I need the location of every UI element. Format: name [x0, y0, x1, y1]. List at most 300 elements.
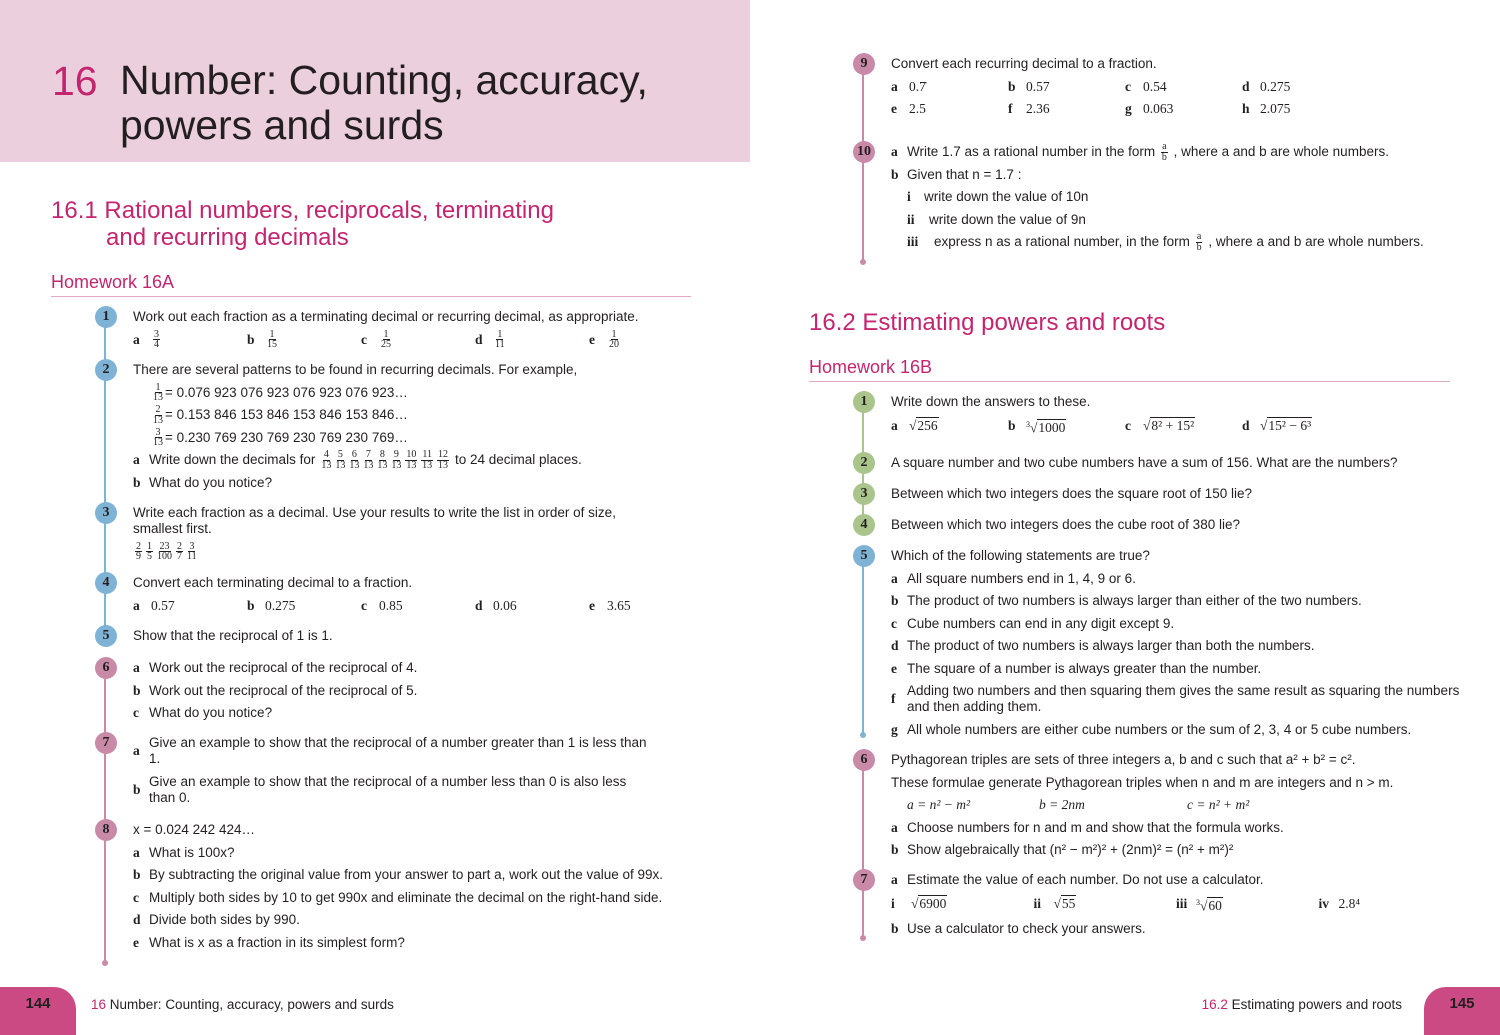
question-row: [891, 394, 1461, 410]
question-row: [133, 628, 703, 644]
part-value: 2.5: [909, 101, 926, 116]
chapter-title: Number: Counting, accuracy, powers and surds: [120, 57, 648, 148]
part-label: b: [891, 593, 899, 608]
question-row: [891, 593, 1461, 609]
question-row: [891, 141, 1461, 163]
radical-sign-icon: √: [1260, 418, 1268, 434]
question-number-badge: 7: [853, 869, 875, 891]
question-number-badge: 4: [853, 514, 875, 536]
question-text: The square of a number is always greater than the number.: [907, 660, 1262, 676]
numerator: 3: [155, 426, 161, 438]
radical-expression: [909, 418, 939, 434]
numerator: 1: [611, 328, 617, 340]
question-text: By subtracting the original value from your answer to part a, work out the value of 99x.: [149, 867, 664, 882]
question-7: [102, 735, 653, 812]
question-1: [860, 394, 1461, 443]
question-text: Estimate the value of each number. Do not use a calculator.: [907, 872, 1264, 887]
question-text: Convert each terminating decimal to a fraction.: [133, 575, 413, 590]
question-number-badge: 7: [95, 732, 117, 754]
radical-expression: [1026, 417, 1066, 437]
question-5: [102, 628, 703, 651]
question-number-badge: 1: [95, 306, 117, 328]
question-row: [891, 101, 1461, 117]
part-label: iv: [1318, 896, 1330, 912]
fraction: [363, 450, 373, 470]
question-row: [891, 820, 1461, 836]
question-text: Work out the reciprocal of the reciprocal of 4.: [149, 660, 418, 675]
part-label: b: [891, 920, 899, 936]
homework-16b-heading: Homework 16B: [809, 357, 1450, 382]
denominator: 4: [154, 339, 159, 350]
part-label: iii: [1176, 896, 1188, 912]
question-number-badge: 9: [853, 53, 875, 75]
part-label: c: [361, 597, 367, 613]
question-row: [133, 381, 703, 403]
fraction: [153, 428, 163, 448]
question-text: Write each fraction as a decimal. Use your results to write the list in order of size, smallest first.: [133, 505, 616, 536]
part-cell: [891, 896, 1034, 912]
fraction: [1161, 142, 1167, 162]
denominator: 13: [335, 459, 346, 471]
part-cell: [1008, 79, 1125, 95]
radical-sign-icon: √: [1200, 898, 1208, 913]
denominator: 13: [422, 459, 433, 471]
question-row: [891, 79, 1461, 95]
part-label: e: [891, 101, 897, 116]
question-text: All square numbers end in 1, 4, 9 or 6.: [907, 570, 1136, 586]
fraction: [135, 542, 142, 562]
fraction: [381, 330, 391, 350]
numerator: 8: [379, 449, 385, 460]
question-row: [133, 404, 703, 426]
part-label: b: [133, 781, 141, 797]
denominator: 13: [349, 459, 360, 471]
part-cell: [475, 328, 589, 350]
denominator: 7: [177, 551, 182, 562]
subpart-label: iii: [907, 234, 919, 249]
part-label: d: [1242, 78, 1250, 94]
question-row: [133, 598, 703, 614]
question-row: [133, 935, 703, 951]
section-16-1-heading: [51, 197, 554, 251]
fraction: [335, 450, 345, 470]
numerator: 10: [406, 449, 417, 460]
numerator: 2: [155, 404, 161, 415]
question-row: [133, 426, 703, 448]
radicand: 1000: [1038, 420, 1066, 435]
question-row: [891, 571, 1461, 587]
question-row: [133, 735, 653, 767]
question-row: [133, 540, 663, 562]
part-cell: [1242, 418, 1359, 434]
numerator: 1: [147, 540, 152, 552]
question-number-badge: 5: [853, 545, 875, 567]
radicand: 8² + 15²: [1151, 418, 1195, 434]
numerator: 5: [337, 449, 343, 460]
question-8: [102, 822, 703, 957]
denominator: 9: [136, 551, 141, 562]
fraction: [153, 383, 163, 403]
numerator: a: [1162, 141, 1167, 152]
root-index: 3: [1026, 419, 1030, 429]
question-row: [133, 575, 703, 591]
question-3: [860, 486, 1461, 509]
question-row: [891, 638, 1461, 654]
question-connector-line: [862, 759, 864, 938]
question-5: [860, 548, 1461, 744]
radical-expression: [1054, 896, 1077, 912]
question-text: Show algebraically that (n² − m²)² + (2nm)² = (n² + m²)²: [907, 842, 1234, 857]
question-text: Between which two integers does the square root of 150 lie?: [891, 486, 1252, 501]
question-text: Given that n = 1.7 :: [907, 166, 1022, 182]
radical-sign-icon: √: [1053, 896, 1061, 912]
numerator: 1: [497, 328, 503, 340]
part-cell: [1008, 417, 1125, 437]
radicand: 256: [917, 418, 938, 434]
part-value: 0.063: [1143, 101, 1174, 116]
part-cell: [589, 598, 703, 614]
fraction: [321, 450, 331, 470]
part-label: b: [891, 166, 899, 182]
part-value: 3.65: [607, 597, 631, 613]
question-6: [860, 752, 1461, 865]
formula: b = 2nm: [1039, 797, 1085, 812]
question-text: Which of the following statements are true?: [891, 548, 1150, 563]
part-label: d: [133, 912, 141, 927]
part-label: d: [1242, 418, 1250, 434]
footer-section-title: [1202, 997, 1402, 1012]
connector-end-dot: [860, 935, 866, 941]
fraction: [176, 542, 183, 562]
numerator: 9: [393, 449, 399, 460]
section-16-2-heading: [809, 309, 1165, 336]
question-text: Write 1.7 as a rational number in the form: [907, 144, 1156, 159]
fraction: [153, 330, 160, 350]
part-cell: [891, 79, 1008, 95]
denominator: 15: [267, 339, 277, 350]
part-cell: [1319, 896, 1462, 912]
radical-expression: [1196, 895, 1223, 915]
part-label: i: [891, 896, 895, 912]
part-label: a: [891, 570, 898, 586]
part-label: h: [1242, 101, 1250, 116]
question-3: [102, 505, 663, 566]
fraction: [157, 542, 172, 562]
part-label: e: [891, 660, 897, 676]
question-4: [102, 575, 703, 620]
question-row: [133, 683, 703, 699]
question-number-badge: 10: [853, 141, 875, 163]
fraction: [391, 450, 401, 470]
numerator: a: [1196, 231, 1202, 242]
question-number-badge: 2: [853, 452, 875, 474]
footer-section-number: 16.2: [1201, 997, 1228, 1012]
denominator: 13: [153, 392, 163, 403]
part-cell: [1125, 101, 1242, 117]
denominator: 13: [321, 459, 332, 471]
part-cell: [1242, 101, 1359, 117]
question-row: [891, 486, 1461, 502]
numerator: 12: [437, 449, 448, 460]
question-text: to 24 decimal places.: [454, 452, 582, 467]
part-label: b: [133, 474, 141, 490]
part-label: f: [1008, 101, 1013, 116]
part-label: a: [133, 660, 140, 675]
question-text: The product of two numbers is always larger than either of the two numbers.: [907, 593, 1362, 608]
question-text: Choose numbers for n and m and show that the formula works.: [907, 819, 1284, 835]
fraction: [377, 450, 387, 470]
section-title: Estimating powers and roots: [862, 309, 1166, 336]
question-text: Multiply both sides by 10 to get 990x and eliminate the decimal on the right-hand side.: [149, 889, 663, 905]
question-text: write down the value of 10n: [924, 189, 1089, 204]
question-2: [102, 362, 703, 497]
part-label: b: [1008, 78, 1016, 94]
denominator: 11: [495, 339, 505, 350]
part-value: 0.57: [1026, 78, 1050, 94]
question-row: [891, 455, 1461, 471]
part-label: a: [133, 844, 140, 860]
part-label: c: [361, 331, 367, 347]
footer-chapter-title: [91, 997, 394, 1012]
question-row: [891, 189, 1461, 205]
question-text: All whole numbers are either cube numbers or the sum of 2, 3, 4 or 5 cube numbers.: [907, 721, 1412, 737]
radical-sign-icon: √: [911, 896, 919, 912]
part-cell: [247, 598, 361, 614]
denominator: 13: [406, 459, 417, 471]
section-title-line2: and recurring decimals: [106, 224, 349, 251]
question-connector-line: [862, 555, 864, 735]
part-cell: [247, 328, 361, 350]
question-row: [133, 660, 703, 676]
part-value: 0.54: [1143, 78, 1167, 94]
part-cell: [1242, 79, 1359, 95]
part-label: a: [891, 418, 898, 434]
part-label: b: [133, 867, 141, 882]
question-row: [891, 517, 1461, 533]
part-label: b: [133, 682, 141, 698]
question-10: [857, 141, 1461, 257]
question-row: [891, 231, 1461, 253]
question-row: [891, 775, 1461, 791]
page-number-right: 145: [1424, 987, 1500, 1035]
radical-sign-icon: √: [1030, 420, 1038, 435]
radicand: 60: [1208, 898, 1222, 913]
question-row: [133, 475, 703, 491]
question-row: [133, 912, 703, 928]
part-label: a: [133, 331, 140, 347]
part-value: 0.85: [379, 597, 403, 613]
part-cell: [1034, 896, 1177, 912]
question-row: [891, 842, 1461, 858]
part-label: ii: [1033, 896, 1042, 912]
question-number-badge: 2: [95, 359, 117, 381]
question-row: [133, 449, 703, 471]
question-number-badge: 5: [95, 625, 117, 647]
connector-end-dot: [860, 259, 866, 265]
part-label: c: [1125, 78, 1131, 94]
question-text: A square number and two cube numbers have a sum of 156. What are the numbers?: [891, 455, 1398, 470]
fraction: [405, 450, 417, 470]
section-number: 16.2: [809, 309, 856, 336]
footer-title: Number: Counting, accuracy, powers and surds: [109, 997, 394, 1012]
question-text: Work out each fraction as a terminating decimal or recurring decimal, as appropriate.: [133, 309, 639, 324]
part-label: f: [891, 691, 896, 706]
part-label: d: [475, 331, 483, 347]
radical-expression: [1143, 418, 1195, 434]
numerator: 2: [136, 540, 141, 552]
fraction: [495, 330, 505, 350]
question-text: What is x as a fraction in its simplest form?: [149, 934, 405, 950]
question-row: [133, 774, 653, 806]
question-7: [860, 872, 1461, 943]
question-row: [133, 845, 703, 861]
part-label: a: [133, 452, 140, 467]
question-number-badge: 6: [95, 657, 117, 679]
part-label: c: [891, 615, 897, 631]
denominator: 13: [377, 459, 388, 471]
denominator: 5: [147, 551, 152, 562]
fraction: [187, 542, 197, 562]
question-text: Give an example to show that the reciprocal of a number greater than 1 is less than 1.: [149, 735, 647, 766]
part-value: 0.06: [493, 597, 517, 613]
question-text: Show that the reciprocal of 1 is 1.: [133, 628, 333, 643]
question-text: Write down the decimals for: [149, 452, 316, 467]
part-label: a: [891, 819, 898, 835]
question-text: Work out the reciprocal of the reciprocal of 5.: [149, 682, 418, 698]
numerator: 1: [269, 328, 275, 340]
question-text: Divide both sides by 990.: [149, 912, 300, 927]
question-text: What is 100x?: [149, 844, 235, 860]
question-text: Pythagorean triples are sets of three integers a, b and c such that a² + b² = c².: [891, 752, 1356, 767]
question-row: [133, 328, 703, 350]
part-label: g: [1125, 101, 1132, 116]
fraction: [1196, 232, 1202, 252]
question-row: [891, 212, 1461, 228]
question-row: [133, 362, 703, 378]
part-cell: [475, 598, 589, 614]
section-title: Rational numbers, reciprocals, terminating: [104, 197, 554, 224]
question-2: [860, 455, 1461, 478]
question-row: [133, 890, 703, 906]
question-text: Adding two numbers and then squaring them gives the same result as squaring the numbers and then adding them.: [907, 683, 1460, 714]
question-text: Write down the answers to these.: [891, 394, 1091, 409]
question-row: [133, 822, 703, 838]
part-label: c: [133, 889, 139, 905]
denominator: b: [1196, 241, 1202, 253]
question-text: What do you notice?: [149, 474, 273, 490]
part-label: e: [589, 331, 595, 347]
footer-title: Estimating powers and roots: [1231, 997, 1402, 1012]
numerator: 23: [159, 540, 170, 552]
denominator: 13: [391, 459, 402, 471]
fraction: [146, 542, 153, 562]
question-text: The product of two numbers is always larger than both the numbers.: [907, 638, 1315, 653]
part-label: e: [133, 934, 139, 950]
radicand: 55: [1061, 896, 1076, 912]
denominator: 100: [157, 551, 172, 562]
fraction: [153, 405, 163, 425]
question-text: = 0.230 769 230 769 230 769 230 769…: [165, 429, 408, 445]
question-row: [891, 797, 1461, 813]
question-text: , where a and b are whole numbers.: [1208, 234, 1424, 249]
chapter-number: 16: [52, 58, 98, 104]
question-text: What do you notice?: [149, 705, 273, 720]
numerator: 2: [177, 540, 182, 552]
page-number-left: 144: [0, 987, 76, 1035]
question-row: [133, 505, 663, 537]
part-label: c: [1125, 418, 1131, 434]
part-label: a: [891, 144, 898, 159]
part-cell: [133, 328, 247, 350]
radical-sign-icon: √: [1143, 418, 1151, 434]
part-cell: [1176, 895, 1319, 915]
part-label: b: [891, 842, 899, 857]
numerator: 4: [323, 449, 329, 460]
connector-end-dot: [860, 732, 866, 738]
part-label: d: [475, 597, 483, 613]
question-row: [891, 56, 1461, 72]
part-cell: [891, 418, 1008, 434]
question-row: [891, 895, 1461, 915]
part-value: 0.275: [265, 597, 296, 613]
question-row: [891, 752, 1461, 768]
part-label: a: [891, 78, 898, 94]
question-text: , where a and b are whole numbers.: [1173, 144, 1389, 159]
part-label: a: [133, 743, 140, 758]
numerator: 6: [351, 449, 357, 460]
question-row: [891, 921, 1461, 937]
formula: a = n² − m²: [907, 797, 971, 812]
question-text: These formulae generate Pythagorean triples when n and m are integers and n > m.: [891, 774, 1394, 790]
question-number-badge: 3: [853, 483, 875, 505]
part-label: b: [247, 331, 255, 347]
denominator: b: [1161, 151, 1167, 163]
numerator: 1: [155, 381, 161, 393]
question-number-badge: 1: [853, 391, 875, 413]
part-value: 2.075: [1260, 101, 1291, 116]
question-number-badge: 8: [95, 819, 117, 841]
question-row: [891, 683, 1461, 715]
question-4: [860, 517, 1461, 540]
question-row: [891, 661, 1461, 677]
question-number-badge: 4: [95, 572, 117, 594]
question-row: [133, 705, 703, 721]
question-row: [891, 417, 1461, 437]
part-value: 2.8⁴: [1338, 896, 1361, 912]
fraction: [267, 330, 277, 350]
part-cell: [361, 598, 475, 614]
radical-expression: [1260, 418, 1312, 434]
numerator: 1: [383, 328, 389, 340]
question-text: There are several patterns to be found in recurring decimals. For example,: [133, 362, 578, 377]
part-label: d: [891, 638, 899, 653]
numerator: 3: [189, 540, 195, 552]
section-number: 16.1: [51, 197, 98, 224]
question-text: Give an example to show that the reciprocal of a number less than 0 is also less than 0.: [149, 773, 627, 805]
question-row: [891, 872, 1461, 888]
part-label: e: [589, 597, 595, 613]
part-value: 0.7̇: [909, 78, 926, 94]
fraction: [609, 330, 619, 350]
question-text: Use a calculator to check your answers.: [907, 920, 1146, 936]
radical-expression: [911, 896, 947, 912]
question-text: Between which two integers does the cube root of 380 lie?: [891, 517, 1240, 532]
radical-sign-icon: √: [909, 418, 917, 434]
part-value: 0.275: [1260, 78, 1291, 94]
numerator: 11: [422, 449, 432, 460]
question-row: [133, 867, 703, 883]
denominator: 13: [363, 459, 374, 471]
